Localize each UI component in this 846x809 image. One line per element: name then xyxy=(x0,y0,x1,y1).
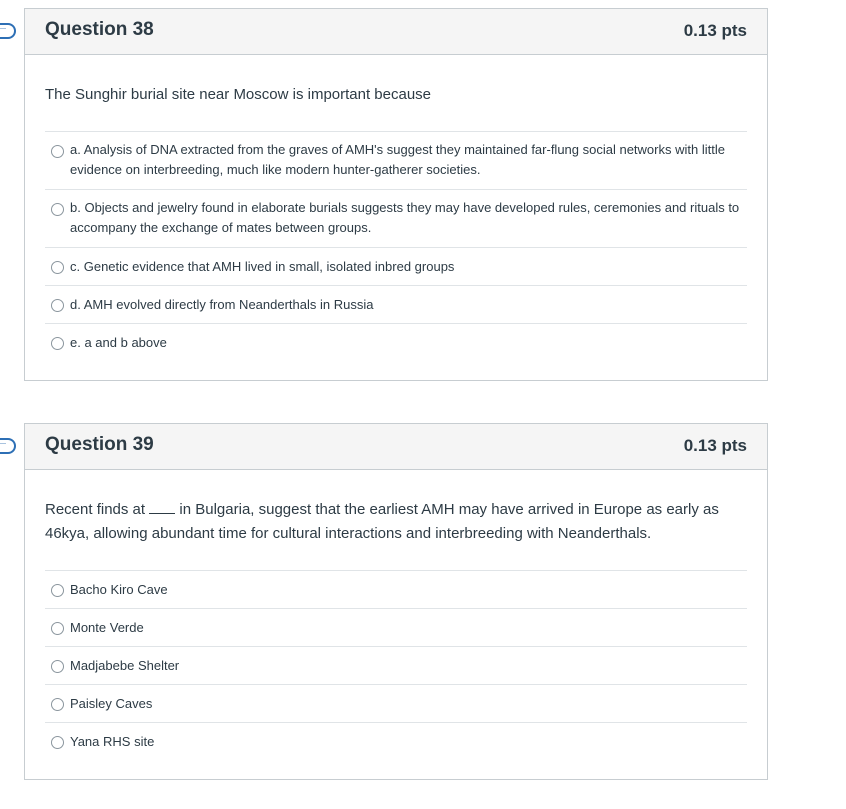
question-header xyxy=(25,424,767,470)
answer-option-monte-verde[interactable] xyxy=(45,608,747,646)
fill-in-blank xyxy=(149,499,175,514)
question-text-after: in Bulgaria, suggest that the earliest AMH may have arrived in Europe as early as 46kya, allowing abundant time for cultural interactions and interbreeding with Neanderthals. xyxy=(45,501,719,542)
question-points: 0.13 pts xyxy=(683,436,747,455)
answer-option-b[interactable] xyxy=(45,189,747,247)
bookmark-flag-icon[interactable] xyxy=(0,438,16,454)
answer-label: a. Analysis of DNA extracted from the graves of AMH's suggest they maintained far-flung social networks with little evidence on interbreeding, much like modern hunter-gatherer societies. xyxy=(70,142,725,177)
radio-button[interactable] xyxy=(51,660,64,673)
answer-label: Madjabebe Shelter xyxy=(70,658,180,673)
answer-label: Bacho Kiro Cave xyxy=(70,582,168,597)
answer-list xyxy=(45,131,747,361)
radio-button[interactable] xyxy=(51,261,64,274)
answer-label: d. AMH evolved directly from Neanderthals in Russia xyxy=(70,297,374,312)
radio-button[interactable] xyxy=(51,337,64,350)
radio-button[interactable] xyxy=(51,203,64,216)
answer-option-d[interactable] xyxy=(45,285,747,323)
answer-label: c. Genetic evidence that AMH lived in small, isolated inbred groups xyxy=(70,259,455,274)
answer-label: b. Objects and jewelry found in elaborate burials suggests they may have developed rules, ceremonies and rituals to accompany the exchange of mates between groups. xyxy=(70,200,740,235)
answer-label: Paisley Caves xyxy=(70,696,153,711)
radio-button[interactable] xyxy=(51,622,64,635)
question-text xyxy=(45,498,747,546)
radio-button[interactable] xyxy=(51,736,64,749)
radio-button[interactable] xyxy=(51,584,64,597)
question-points: 0.13 pts xyxy=(683,21,747,40)
answer-option-madjabebe[interactable] xyxy=(45,646,747,684)
answer-option-c[interactable] xyxy=(45,247,747,285)
question-title: Question 38 xyxy=(45,19,154,40)
radio-button[interactable] xyxy=(51,299,64,312)
radio-button[interactable] xyxy=(51,145,64,158)
answer-option-paisley[interactable] xyxy=(45,684,747,722)
answer-option-e[interactable] xyxy=(45,323,747,361)
answer-option-a[interactable] xyxy=(45,131,747,189)
answer-label: Yana RHS site xyxy=(70,734,155,749)
question-title: Question 39 xyxy=(45,434,154,455)
answer-option-bacho-kiro[interactable] xyxy=(45,570,747,608)
question-38 xyxy=(24,8,768,381)
question-text: The Sunghir burial site near Moscow is important because xyxy=(45,86,432,103)
question-header xyxy=(25,9,767,55)
answer-label: e. a and b above xyxy=(70,335,167,350)
radio-button[interactable] xyxy=(51,698,64,711)
answer-list xyxy=(45,570,747,760)
answer-label: Monte Verde xyxy=(70,620,144,635)
question-39 xyxy=(24,423,768,780)
bookmark-flag-icon[interactable] xyxy=(0,23,16,39)
answer-option-yana[interactable] xyxy=(45,722,747,760)
question-text-before: Recent finds at xyxy=(45,501,146,518)
